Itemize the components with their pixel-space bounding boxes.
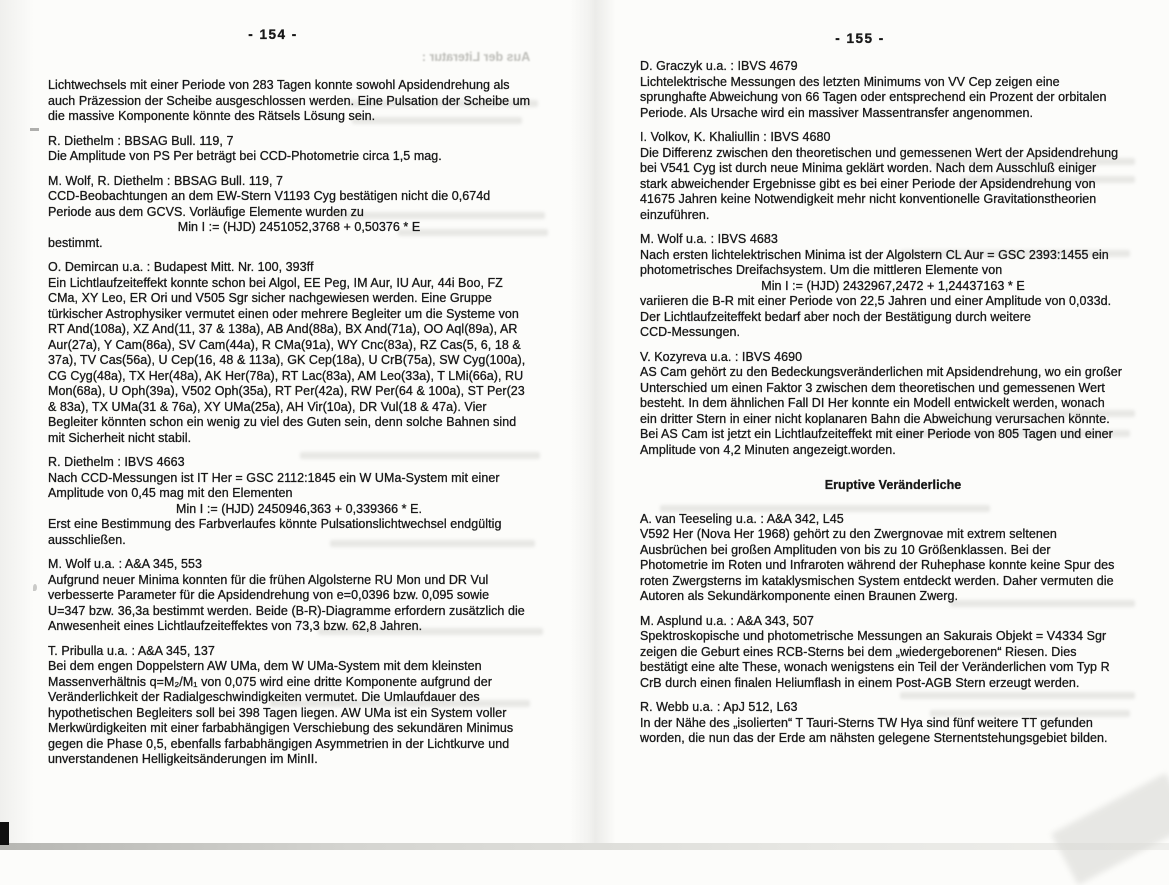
text-line: stark abweichender Ergebnisse gibt es bei einer Periode der Apsidendrehung von bbox=[640, 176, 1096, 191]
paragraph bbox=[640, 130, 1146, 223]
scan-corner-smudge bbox=[1051, 773, 1169, 885]
section-heading: Eruptive Veränderliche bbox=[824, 478, 962, 492]
citation-line: V. Kozyreva u.a. : IBVS 4690 bbox=[640, 349, 803, 364]
formula-line: Min I := (HJD) 2450946,363 + 0,339366 * E. bbox=[175, 501, 422, 516]
text-line: gegen die Phase 0,5, ebenfalls farbabhängigen Asymmetrien in der Lichtkurve und bbox=[48, 736, 510, 751]
text-line: besteht. In dem ähnlichen Fall DI Her konnte ein Modell entwickelt werden, wonach bbox=[640, 396, 1105, 410]
text-line: In der Nähe des „isolierten“ T Tauri-Sterns TW Hya sind fünf weitere TT gefunden bbox=[640, 715, 1093, 730]
paragraph bbox=[640, 350, 1146, 459]
text-line: Lichtelektrische Messungen des letzten Minimums von VV Cep zeigen eine bbox=[640, 74, 1060, 89]
text-line: Merkwürdigkeiten mit einer farbabhängigen Verschiebung des sekundären Minimus bbox=[48, 721, 514, 735]
page-header bbox=[48, 26, 550, 44]
page-header bbox=[640, 30, 1146, 48]
text-line: U=347 bzw. 36,3a bestimmt werden. Beide (B-R)-Diagramme erfordern zusätzlich die bbox=[48, 603, 525, 618]
text-line: Veränderlichkeit der Radialgeschwindigkeiten vermutet. Die Umlaufdauer des bbox=[48, 690, 480, 704]
page-body bbox=[640, 59, 1146, 747]
text-line: Begleiter könnten schon ein wenig zu viel des Guten sein, denn solche Bahnen sind bbox=[48, 415, 517, 429]
text-line: Erst eine Bestimmung des Farbverlaufes könnte Pulsationslichtwechsel endgültig bbox=[48, 517, 502, 531]
text-line: CrB durch einen finalen Heliumflash in einem Post-AGB Stern erzeugt werden. bbox=[640, 675, 1080, 690]
citation-line: R. Diethelm : IBVS 4663 bbox=[48, 455, 185, 469]
section-heading-block bbox=[640, 478, 1146, 494]
text-line: Spektroskopische und photometrische Messungen an Sakurais Objekt = V4334 Sgr bbox=[640, 629, 1107, 643]
text-line: Bei AS Cam ist jetzt ein Lichtlaufzeiteffekt mit einer Periode von 805 Tagen und einer bbox=[640, 427, 1113, 441]
text-line: bei V541 Cyg ist durch neue Minima geklärt worden. Nach dem Ausschluß einiger bbox=[640, 161, 1097, 175]
text-line: türkischer Astrophysiker vermutet einen oder mehrere Begleiter um die Systeme von bbox=[48, 306, 519, 321]
page-155 bbox=[640, 30, 1146, 756]
text-line: CCD-Messungen. bbox=[640, 325, 741, 339]
text-line: Aur(27a), Y Cam(86a), SV Cam(44a), R CMa(91a), WY Cnc(83a), RZ Cas(5, 6, 18 & bbox=[48, 337, 521, 352]
formula-line: Min I := (HJD) 2451052,3768 + 0,50376 * E bbox=[177, 220, 421, 234]
text-line: Die Differenz zwischen den theoretischen und gemessenen Wert der Apsidendrehung bbox=[640, 145, 1119, 160]
paragraph bbox=[640, 512, 1146, 605]
book-gutter-shadow bbox=[570, 0, 616, 850]
paragraph bbox=[48, 260, 550, 446]
text-line: verbesserte Parameter für die Apsidendrehung von e=0,0396 bzw. 0,095 sowie bbox=[48, 588, 490, 602]
text-line: Amplitude von 4,2 Minuten angezeigt.worden. bbox=[640, 442, 896, 457]
scan-stray-mark bbox=[33, 584, 37, 591]
text-line: Autoren als Sekundärkomponente einen Braunen Zwerg. bbox=[640, 589, 959, 603]
citation-line: T. Pribulla u.a. : A&A 345, 137 bbox=[48, 643, 215, 658]
text-line: roten Zwergsterns im kataklysmischen System entdeckt werden. Daher vermuten die bbox=[640, 573, 1114, 588]
text-line: Die Amplitude von PS Per beträgt bei CCD-Photometrie circa 1,5 mag. bbox=[48, 149, 442, 163]
text-line: ausschließen. bbox=[48, 532, 126, 547]
text-line: Mon(68a), U Oph(39a), V502 Oph(35a), RT Per(42a), RW Per(64 & 100a), ST Per(23 bbox=[48, 384, 525, 398]
text-line: CCD-Beobachtungen an dem EW-Stern V1193 Cyg bestätigen nicht die 0,674d bbox=[48, 189, 491, 203]
citation-line: M. Wolf u.a. : IBVS 4683 bbox=[640, 232, 778, 246]
text-line: variieren die B-R mit einer Periode von 22,5 Jahren und einer Amplitude von 0,033d. bbox=[640, 294, 1112, 308]
text-line: worden, die nun das der Erde am nähsten gelegene Sternentstehungsgebiet bilden. bbox=[640, 731, 1108, 745]
paragraph bbox=[640, 614, 1146, 692]
paragraph bbox=[640, 59, 1146, 121]
text-line: RT And(108a), XZ And(11, 37 & 138a), AB And(88a), BX And(71a), OO Aql(89a), AR bbox=[48, 322, 518, 336]
text-line: Ausbrüchen bei großen Amplituden von bis zu 10 Größenklassen. Bei der bbox=[640, 542, 1051, 557]
text-line: ein dritter Stern in einer nicht koplanaren Bahn die Abweichung verursachen könnte. bbox=[640, 411, 1110, 426]
text-line: bestätigt eine alte These, wonach wenigstens ein Teil der Veränderlichen vom Typ R bbox=[640, 660, 1110, 674]
text-line: bestimmt. bbox=[48, 235, 103, 250]
paragraph bbox=[48, 455, 550, 548]
text-line: Amplitude von 0,45 mag mit den Elementen bbox=[48, 486, 293, 500]
citation-line: D. Graczyk u.a. : IBVS 4679 bbox=[640, 59, 798, 73]
text-line: hypothetischen Begleiters soll bei 398 Tagen liegen. AW UMa ist ein System voller bbox=[48, 705, 507, 720]
text-line: Der Lichtlaufzeiteffekt bedarf aber noch der Bestätigung durch weitere bbox=[640, 309, 1031, 324]
scan-bottom-edge bbox=[0, 843, 1169, 850]
text-line: einzuführen. bbox=[640, 207, 710, 222]
citation-line: R. Diethelm : BBSAG Bull. 119, 7 bbox=[48, 133, 234, 148]
text-line: Lichtwechsels mit einer Periode von 283 Tagen konnte sowohl Apsidendrehung als bbox=[48, 78, 510, 92]
paragraph bbox=[640, 700, 1146, 747]
citation-line: M. Wolf, R. Diethelm : BBSAG Bull. 119, 7 bbox=[48, 173, 284, 188]
text-line: CMa, XY Leo, ER Ori und V505 Sgr sicher nachgewiesen werden. Eine Gruppe bbox=[48, 291, 492, 305]
scan-corner-artifact bbox=[0, 822, 9, 845]
text-line: Ein Lichtlaufzeiteffekt konnte schon bei Algol, EE Peg, IM Aur, IU Aur, 44i Boo, FZ bbox=[48, 275, 503, 290]
page-number: - 155 - bbox=[835, 31, 885, 46]
paragraph bbox=[48, 557, 550, 635]
citation-line: I. Volkov, K. Khaliullin : IBVS 4680 bbox=[640, 130, 831, 144]
text-line: die massive Komponente könnte des Rätsels Lösung sein. bbox=[48, 109, 376, 123]
text-line: 41675 Jahren keine Notwendigkeit mehr nicht konventionelle Gravitationstheorien bbox=[640, 192, 1097, 206]
text-line: Photometrie im Roten und Infraroten während der Ruhephase konnte keine Spur des bbox=[640, 558, 1115, 572]
text-line: Unterschied um einen Faktor 3 zwischen dem theoretischen und gemessenen Wert bbox=[640, 380, 1105, 395]
paragraph bbox=[48, 174, 550, 252]
citation-line: A. van Teeseling u.a. : A&A 342, L45 bbox=[640, 511, 844, 526]
text-line: 37a), TV Cas(56a), U Cep(16, 48 & 113a), GK Cep(18a), U CrB(75a), SW Cyg(100a), bbox=[48, 353, 526, 367]
text-line: zeigen die Geburt eines RCB-Sterns bei dem „wiedergeborenen“ Riesen. Dies bbox=[640, 644, 1077, 659]
text-line: CG Cyg(48a), TX Her(48a), AK Her(78a), RT Lac(83a), AM Leo(33a), T LMi(66a), RU bbox=[48, 368, 524, 383]
page-number: - 154 - bbox=[248, 27, 298, 42]
scan-stray-mark bbox=[30, 128, 39, 131]
text-line: & 83a), TX UMa(31 & 76a), XY UMa(25a), AH Vir(10a), DR Vul(18 & 47a). Vier bbox=[48, 399, 487, 414]
citation-line: M. Wolf u.a. : A&A 345, 553 bbox=[48, 557, 202, 571]
text-line: Periode aus dem GCVS. Vorläufige Elemente wurden zu bbox=[48, 204, 364, 219]
formula-line: Min I := (HJD) 2432967,2472 + 1,24437163 * E bbox=[761, 278, 1025, 293]
citation-line: R. Webb u.a. : ApJ 512, L63 bbox=[640, 700, 798, 714]
text-line: V592 Her (Nova Her 1968) gehört zu den Zwergnovae mit extrem seltenen bbox=[640, 527, 1057, 541]
text-line: mit Sicherheit nicht stabil. bbox=[48, 430, 192, 445]
text-line: Periode. Als Ursache wird ein massiver Massentransfer angenommen. bbox=[640, 105, 1034, 120]
text-line: Aufgrund neuer Minima konnten für die frühen Algolsterne RU Mon und DR Vul bbox=[48, 572, 489, 587]
text-line: Bei dem engen Doppelstern AW UMa, dem W UMa-System mit dem kleinsten bbox=[48, 659, 482, 673]
text-line: auch Präzession der Scheibe ausgeschlossen werden. Eine Pulsation der Scheibe um bbox=[48, 93, 531, 108]
page-154 bbox=[48, 26, 550, 777]
citation-line: O. Demircan u.a. : Budapest Mitt. Nr. 100, 393ff bbox=[48, 260, 314, 274]
paragraph bbox=[48, 644, 550, 768]
text-line: Massenverhältnis q=M₂/M₁ von 0,075 wird eine dritte Komponente aufgrund der bbox=[48, 674, 492, 689]
paragraph bbox=[48, 134, 550, 165]
text-line: Nach CCD-Messungen ist IT Her = GSC 2112:1845 ein W UMa-System mit einer bbox=[48, 470, 500, 485]
citation-line: M. Asplund u.a. : A&A 343, 507 bbox=[640, 613, 814, 628]
text-line: AS Cam gehört zu den Bedeckungsveränderlichen mit Apsidendrehung, wo ein großer bbox=[640, 365, 1123, 379]
text-line: Nach ersten lichtelektrischen Minima ist der Algolstern CL Aur = GSC 2393:1455 ein bbox=[640, 247, 1109, 262]
text-line: unverstandenen Helligkeitsänderungen im MinII. bbox=[48, 752, 318, 766]
paragraph bbox=[48, 78, 550, 125]
text-line: photometrisches Dreifachsystem. Um die mittleren Elemente von bbox=[640, 263, 1003, 277]
text-line: Anwesenheit eines Lichtlaufzeiteffektes von 73,3 bzw. 62,8 Jahren. bbox=[48, 619, 423, 633]
page-body bbox=[48, 78, 550, 768]
text-line: sprunghafte Abweichung von 66 Tagen oder entsprechend ein Prozent der orbitalen bbox=[640, 90, 1107, 104]
paragraph bbox=[640, 232, 1146, 341]
scan-left-edge-shadow bbox=[0, 0, 34, 850]
bleedthrough-heading: Aus der Literatur : bbox=[421, 50, 531, 64]
